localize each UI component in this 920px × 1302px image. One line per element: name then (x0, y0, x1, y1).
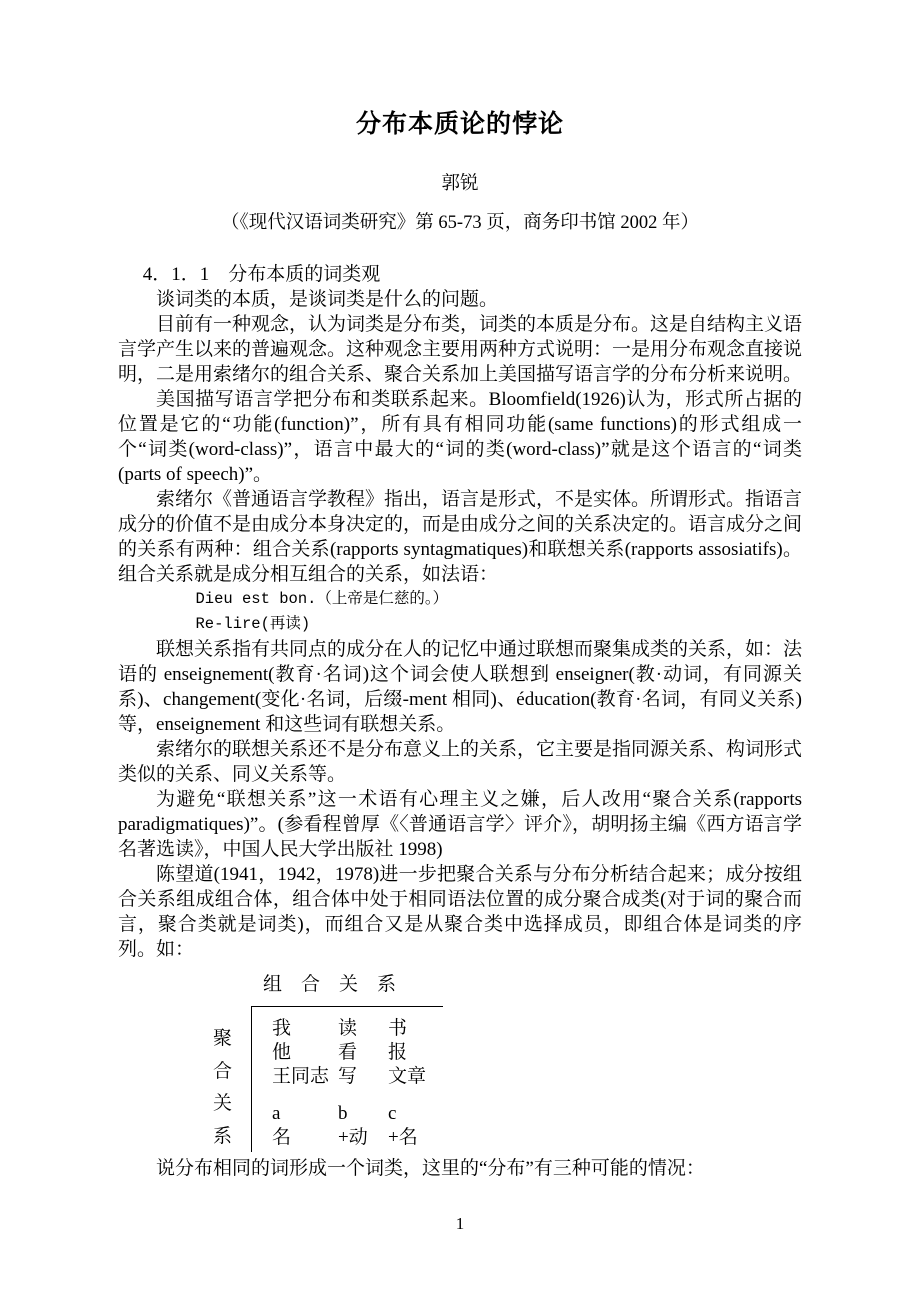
diagram-cell: 读 (338, 1018, 358, 1039)
section-heading: 4．1．1 分布本质的词类观 (142, 264, 381, 285)
diagram-cell: b (338, 1103, 348, 1124)
example-line: Dieu est bon.（上帝是仁慈的。） (195, 590, 449, 608)
paragraph: 索绪尔的联想关系还不是分布意义上的关系，它主要是指同源关系、构词形式类似的关系、同义关系等。 (118, 739, 803, 785)
example-line: Re-lire(再读) (195, 615, 311, 633)
diagram-cell: 他 (272, 1042, 292, 1063)
paragraph: 为避免“联想关系”这一术语有心理主义之嫌，后人改用“聚合关系(rapports paradigmatiques)”。(参看程曾厚《〈普通语言学〉评介》，胡明扬主编《西方语言学名著选读》，中国人民大学出版社 1998) (118, 789, 802, 860)
page-title: 分布本质论的悖论 (355, 111, 564, 138)
syntagmatic-paradigmatic-diagram (213, 972, 543, 1152)
diagram-cell: 王同志 (272, 1066, 330, 1087)
diagram-row (272, 1017, 443, 1041)
diagram-spacer (213, 972, 251, 1007)
diagram-row (272, 1065, 443, 1089)
diagram-row (272, 1126, 443, 1150)
diagram-row (272, 1041, 443, 1065)
paragraph: 谈词类的本质，是谈词类是什么的问题。 (156, 289, 499, 310)
paragraph: 美国描写语言学把分布和类联系起来。Bloomfield(1926)认为，形式所占据的位置是它的“功能(function)”，所有具有相同功能(same functions)的形式组成一个“词类(word-class)”，语言中最大的“词的类(word-class)”就是这个语言的“词类(parts of speech)”。 (118, 389, 802, 485)
diagram-cell: 我 (272, 1018, 292, 1039)
diagram-cell: 文章 (388, 1066, 427, 1087)
paragraph: 陈望道(1941，1942，1978)进一步把聚合关系与分布分析结合起来；成分按组合关系组成组合体，组合体中处于相同语法位置的成分聚合成类(对于词的聚合而言，聚合类就是词类)，而组合又是从聚合类中选择成员，即组合体是词类的序列。如： (118, 864, 802, 960)
diagram-cell: +动 (338, 1127, 368, 1148)
paragraph: 说分布相同的词形成一个词类，这里的“分布”有三种可能的情况： (156, 1158, 705, 1179)
vertical-label-char: 聚 (213, 1028, 233, 1049)
diagram-cell: 报 (388, 1042, 408, 1063)
diagram-cell: 书 (388, 1018, 408, 1039)
diagram-cell: 看 (338, 1042, 358, 1063)
vertical-label-char: 合 (213, 1060, 233, 1082)
author-name: 郭锐 (441, 174, 479, 194)
paragraph: 索绪尔《普通语言学教程》指出，语言是形式，不是实体。所谓形式。指语言成分的价值不是由成分本身决定的，而是由成分之间的关系决定的。语言成分之间的关系有两种：组合关系(rapports syntagmatiques)和联想关系(rapports assosiatifs)。组合关系就是成分相互组合的关系，如法语： (118, 489, 803, 585)
source-citation: （《现代汉语词类研究》第 65-73 页，商务印书馆 2002 年） (221, 213, 699, 233)
paragraph: 目前有一种观念，认为词类是分布类，词类的本质是分布。这是自结构主义语言学产生以来的普遍观念。这种观念主要用两种方式说明：一是用分布观念直接说明，二是用索绪尔的组合关系、聚合关系加上美国描写语言学的分布分析来说明。 (118, 314, 803, 385)
vertical-label-char: 系 (213, 1125, 233, 1147)
paragraph: 联想关系指有共同点的成分在人的记忆中通过联想而聚集成类的关系，如：法语的 enseignement(教育·名词)这个词会使人联想到 enseigner(教·动词，有同源关系)、changement(变化·名词，后缀-ment 相同)、éducation(教育·名词，有同义关系)等，enseignement 和这些词有联想关系。 (118, 639, 803, 735)
diagram-row (272, 1102, 443, 1126)
diagram-cell: c (388, 1103, 397, 1124)
diagram-header-row (213, 972, 543, 1007)
diagram-cell: a (272, 1103, 281, 1124)
page-number: 1 (455, 1214, 465, 1233)
diagram-cell: 名 (272, 1127, 292, 1148)
diagram-table (251, 1007, 443, 1152)
vertical-label-char: 关 (213, 1093, 233, 1115)
diagram-cell: 写 (338, 1066, 358, 1087)
diagram-cell: +名 (388, 1127, 418, 1148)
diagram-body (213, 1007, 543, 1152)
diagram-header-syntagmatic: 组 合 关 系 (251, 972, 443, 1007)
diagram-vertical-label-paradigmatic (213, 1007, 251, 1152)
